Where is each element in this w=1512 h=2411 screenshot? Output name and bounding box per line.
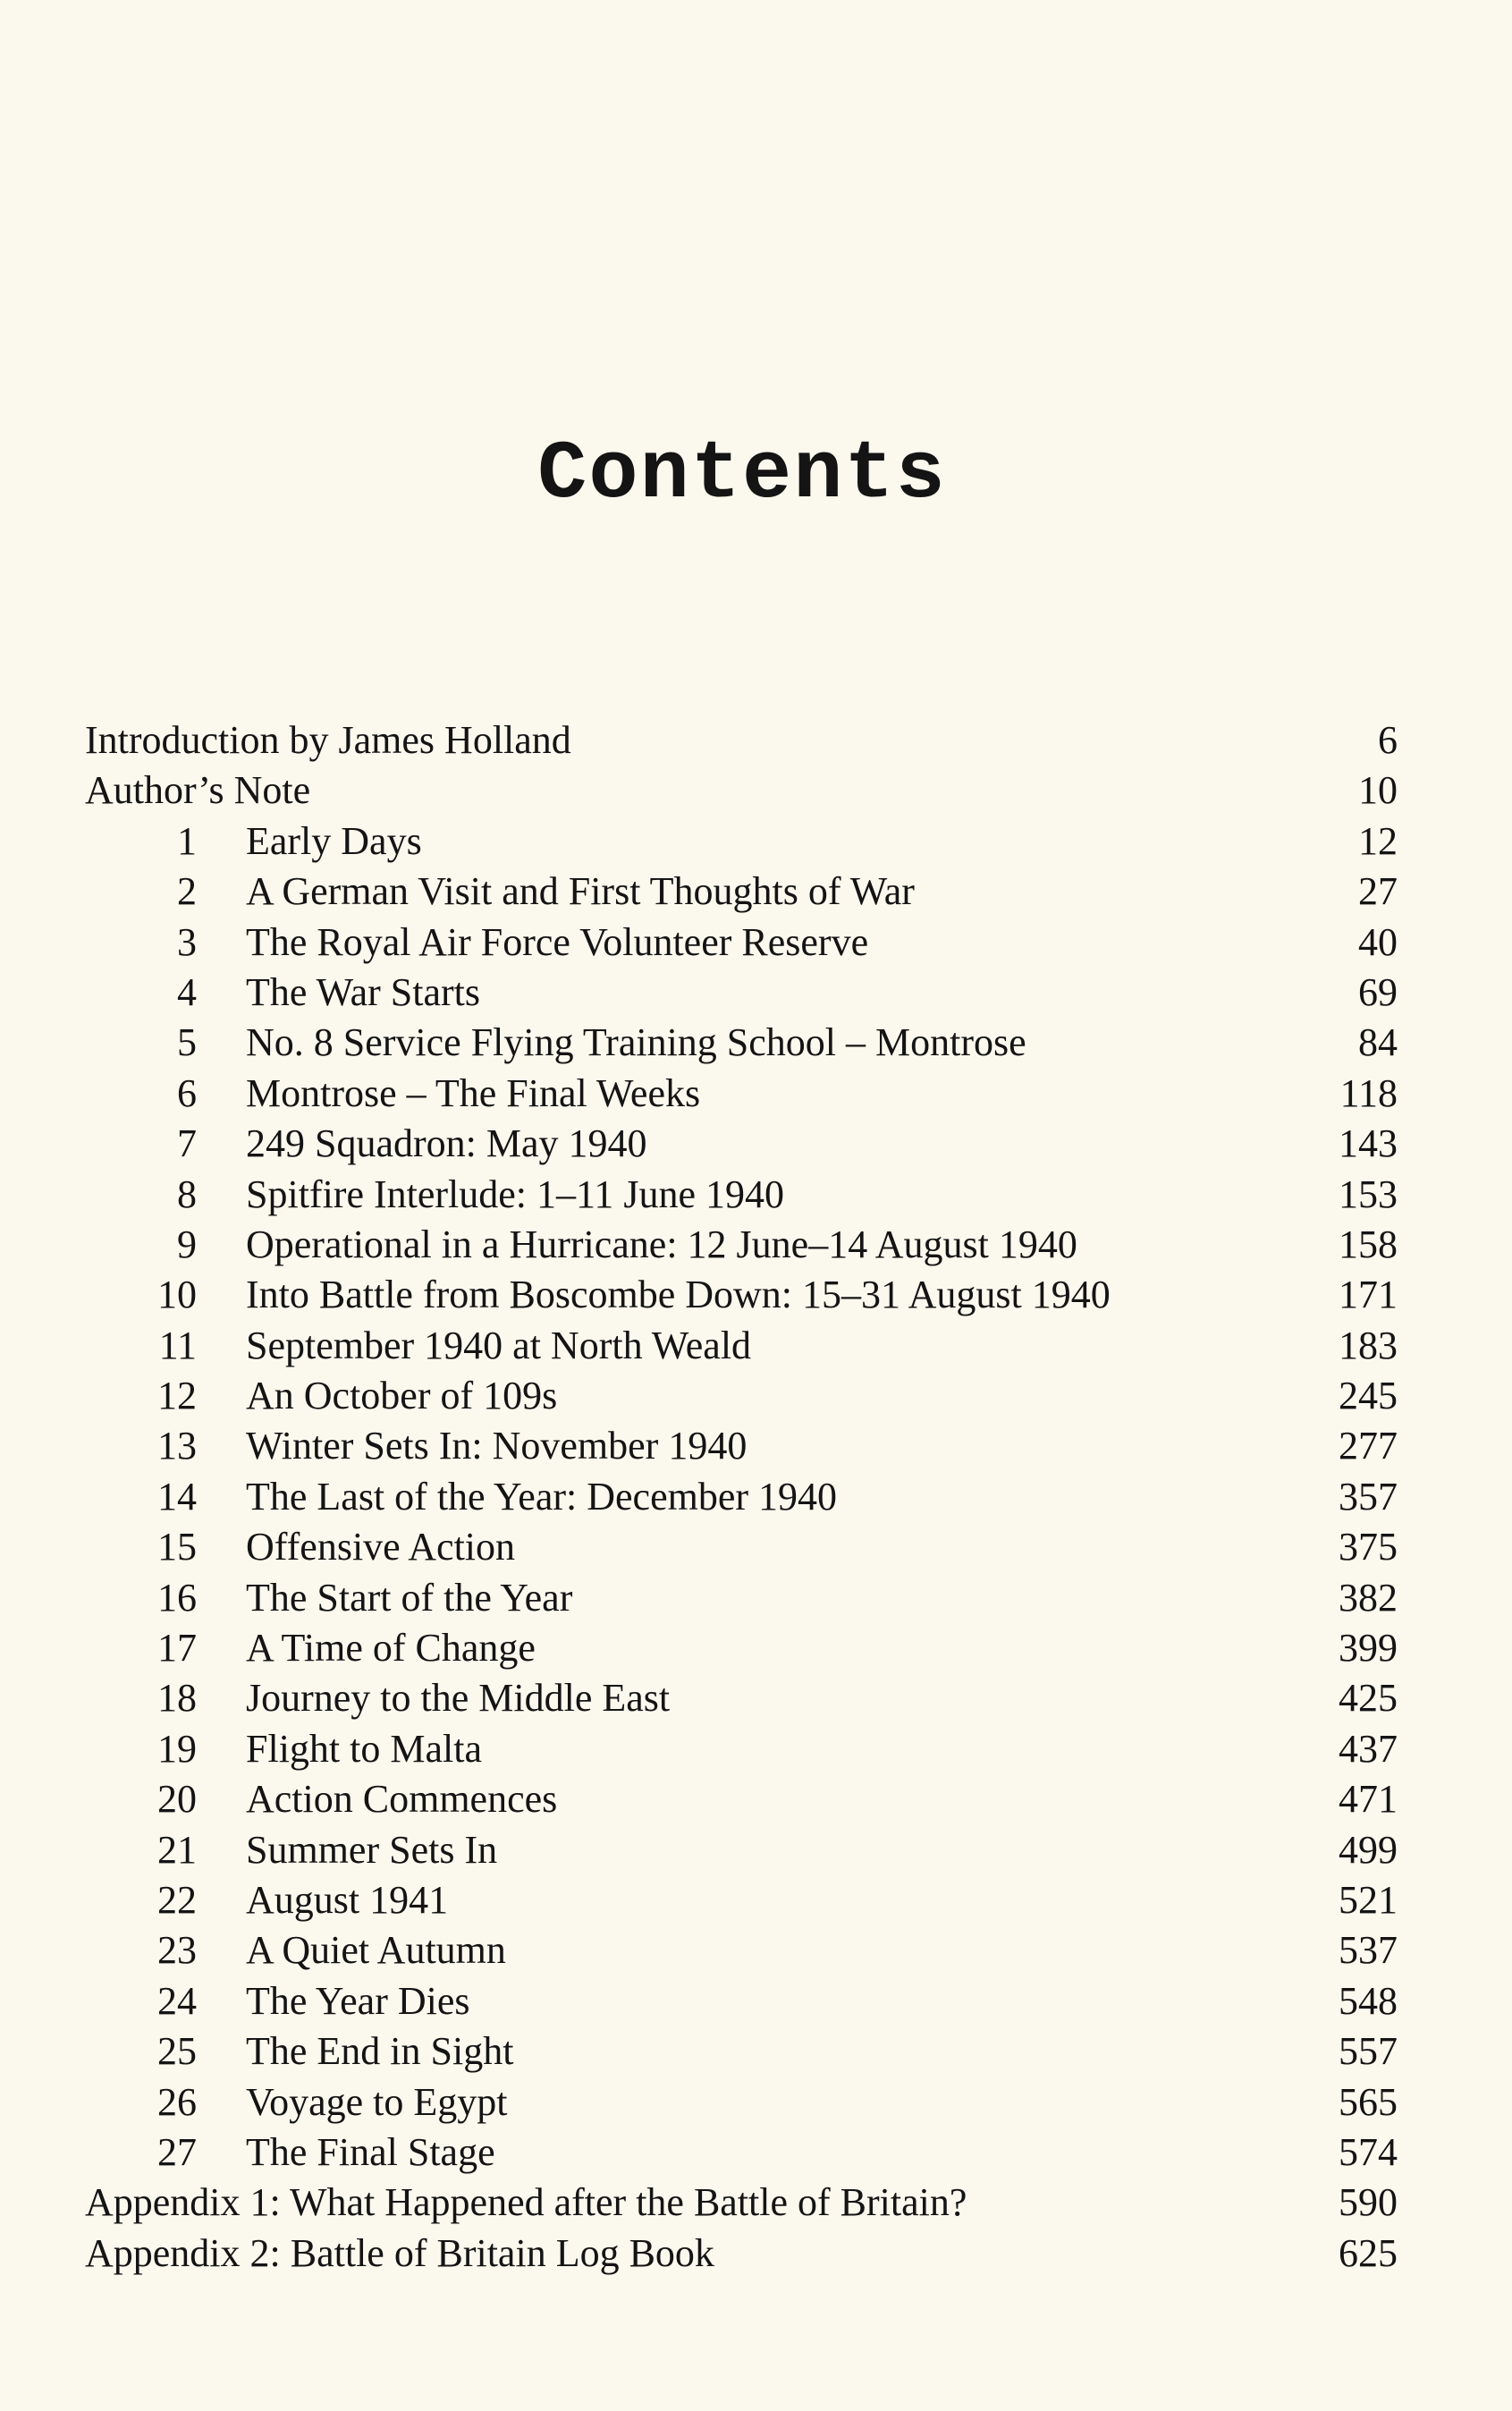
chapter-number: 19 [157, 1726, 197, 1771]
toc-entry [85, 2229, 1398, 2279]
chapter-number: 7 [177, 1121, 197, 1166]
page-number: 153 [1339, 1172, 1398, 1216]
toc-entry [85, 1270, 1398, 1320]
toc-entry [85, 2026, 1398, 2077]
toc-entry [85, 968, 1398, 1018]
chapter-number: 21 [157, 1827, 197, 1872]
entry-title: The War Starts [246, 969, 481, 1014]
entry-title: A German Visit and First Thoughts of War [246, 869, 915, 914]
chapter-number: 2 [177, 869, 197, 914]
toc-entry [85, 1875, 1398, 1925]
toc-entry [85, 1421, 1398, 1471]
entry-title: August 1941 [246, 1877, 449, 1922]
page-number: 143 [1339, 1121, 1398, 1166]
entry-title: A Quiet Autumn [246, 1928, 506, 1973]
page-title: Contents [537, 427, 947, 521]
toc-entry [85, 1321, 1398, 1371]
toc-entry [85, 816, 1398, 867]
chapter-number: 13 [157, 1424, 197, 1468]
page-number: 590 [1339, 2180, 1398, 2225]
page-number: 574 [1339, 2129, 1398, 2174]
toc-entry [85, 918, 1398, 968]
entry-title: Into Battle from Boscombe Down: 15–31 August 1940 [246, 1273, 1111, 1317]
entry-title: Appendix 2: Battle of Britain Log Book [85, 2230, 714, 2275]
chapter-number: 17 [157, 1626, 197, 1671]
entry-title: Flight to Malta [246, 1726, 482, 1771]
chapter-number: 12 [157, 1374, 197, 1418]
entry-title: The End in Sight [246, 2029, 514, 2074]
chapter-number: 18 [157, 1676, 197, 1721]
toc-entry [85, 1371, 1398, 1421]
page-number: 10 [1358, 768, 1398, 813]
toc-entry [85, 2128, 1398, 2178]
toc-entry [85, 1522, 1398, 1572]
entry-title: Offensive Action [246, 1525, 516, 1569]
toc-entry [85, 1170, 1398, 1220]
chapter-number: 3 [177, 919, 197, 964]
chapter-number: 11 [158, 1323, 197, 1367]
page-number: 171 [1339, 1273, 1398, 1317]
chapter-number: 16 [157, 1575, 197, 1620]
page-number: 399 [1339, 1626, 1398, 1671]
entry-title: 249 Squadron: May 1940 [246, 1121, 647, 1166]
entry-title: Early Days [246, 818, 422, 863]
entry-title: Appendix 1: What Happened after the Battle of Britain? [85, 2180, 967, 2225]
chapter-number: 26 [157, 2079, 197, 2124]
toc-entry [85, 1825, 1398, 1875]
table-of-contents [85, 715, 1398, 2279]
toc-entry [85, 2178, 1398, 2228]
page-number: 183 [1339, 1323, 1398, 1367]
toc-entry [85, 1573, 1398, 1623]
page-number: 12 [1358, 818, 1398, 863]
entry-title: Montrose – The Final Weeks [246, 1070, 701, 1115]
page-number: 277 [1339, 1424, 1398, 1468]
toc-entry [85, 1774, 1398, 1824]
page-number: 625 [1339, 2230, 1398, 2275]
entry-title: Operational in a Hurricane: 12 June–14 August 1940 [246, 1222, 1077, 1266]
page-number: 27 [1358, 869, 1398, 914]
page-number: 357 [1339, 1474, 1398, 1519]
entry-title: The Final Stage [246, 2129, 495, 2174]
toc-entry [85, 1724, 1398, 1774]
entry-title: The Year Dies [246, 1978, 470, 2023]
chapter-number: 20 [157, 1777, 197, 1822]
entry-title: Spitfire Interlude: 1–11 June 1940 [246, 1172, 785, 1216]
entry-title: The Royal Air Force Volunteer Reserve [246, 919, 869, 964]
page-number: 69 [1358, 969, 1398, 1014]
entry-title: A Time of Change [246, 1626, 536, 1671]
page-number: 537 [1339, 1928, 1398, 1973]
toc-entry [85, 1472, 1398, 1522]
toc-entry [85, 1018, 1398, 1068]
page-number: 118 [1339, 1070, 1398, 1115]
chapter-number: 1 [177, 818, 197, 863]
entry-title: September 1940 at North Weald [246, 1323, 752, 1367]
entry-title: Summer Sets In [246, 1827, 498, 1872]
page-number: 382 [1339, 1575, 1398, 1620]
page-number: 548 [1339, 1978, 1398, 2023]
chapter-number: 8 [177, 1172, 197, 1216]
entry-title: Action Commences [246, 1777, 558, 1822]
entry-title: Introduction by James Holland [85, 718, 571, 762]
toc-entry [85, 1623, 1398, 1673]
chapter-number: 6 [177, 1070, 197, 1115]
toc-entry [85, 766, 1398, 816]
page-number: 6 [1378, 718, 1398, 762]
toc-entry [85, 1925, 1398, 1975]
entry-title: Voyage to Egypt [246, 2079, 508, 2124]
toc-entry [85, 867, 1398, 917]
entry-title: The Start of the Year [246, 1575, 573, 1620]
toc-entry [85, 1673, 1398, 1723]
page-number: 245 [1339, 1374, 1398, 1418]
entry-title: No. 8 Service Flying Training School – Montrose [246, 1020, 1026, 1065]
chapter-number: 25 [157, 2029, 197, 2074]
chapter-number: 5 [177, 1020, 197, 1065]
entry-title: Winter Sets In: November 1940 [246, 1424, 748, 1468]
chapter-number: 4 [177, 969, 197, 1014]
toc-entry [85, 2077, 1398, 2128]
entry-title: The Last of the Year: December 1940 [246, 1474, 838, 1519]
page-number: 84 [1358, 1020, 1398, 1065]
entry-title: Journey to the Middle East [246, 1676, 671, 1721]
toc-entry [85, 1976, 1398, 2026]
chapter-number: 15 [157, 1525, 197, 1569]
chapter-number: 10 [157, 1273, 197, 1317]
page-number: 375 [1339, 1525, 1398, 1569]
chapter-number: 27 [157, 2129, 197, 2174]
toc-entry [85, 1220, 1398, 1270]
chapter-number: 24 [157, 1978, 197, 2023]
page-number: 521 [1339, 1877, 1398, 1922]
chapter-number: 14 [157, 1474, 197, 1519]
toc-entry [85, 715, 1398, 766]
chapter-number: 9 [177, 1222, 197, 1266]
page-number: 158 [1339, 1222, 1398, 1266]
chapter-number: 23 [157, 1928, 197, 1973]
chapter-number: 22 [157, 1877, 197, 1922]
page-number: 499 [1339, 1827, 1398, 1872]
toc-entry [85, 1119, 1398, 1169]
page-number: 40 [1358, 919, 1398, 964]
entry-title: Author’s Note [85, 768, 311, 813]
page-number: 425 [1339, 1676, 1398, 1721]
page-number: 557 [1339, 2029, 1398, 2074]
page-number: 471 [1339, 1777, 1398, 1822]
page-number: 565 [1339, 2079, 1398, 2124]
page-number: 437 [1339, 1726, 1398, 1771]
toc-entry [85, 1069, 1398, 1119]
entry-title: An October of 109s [246, 1374, 558, 1418]
